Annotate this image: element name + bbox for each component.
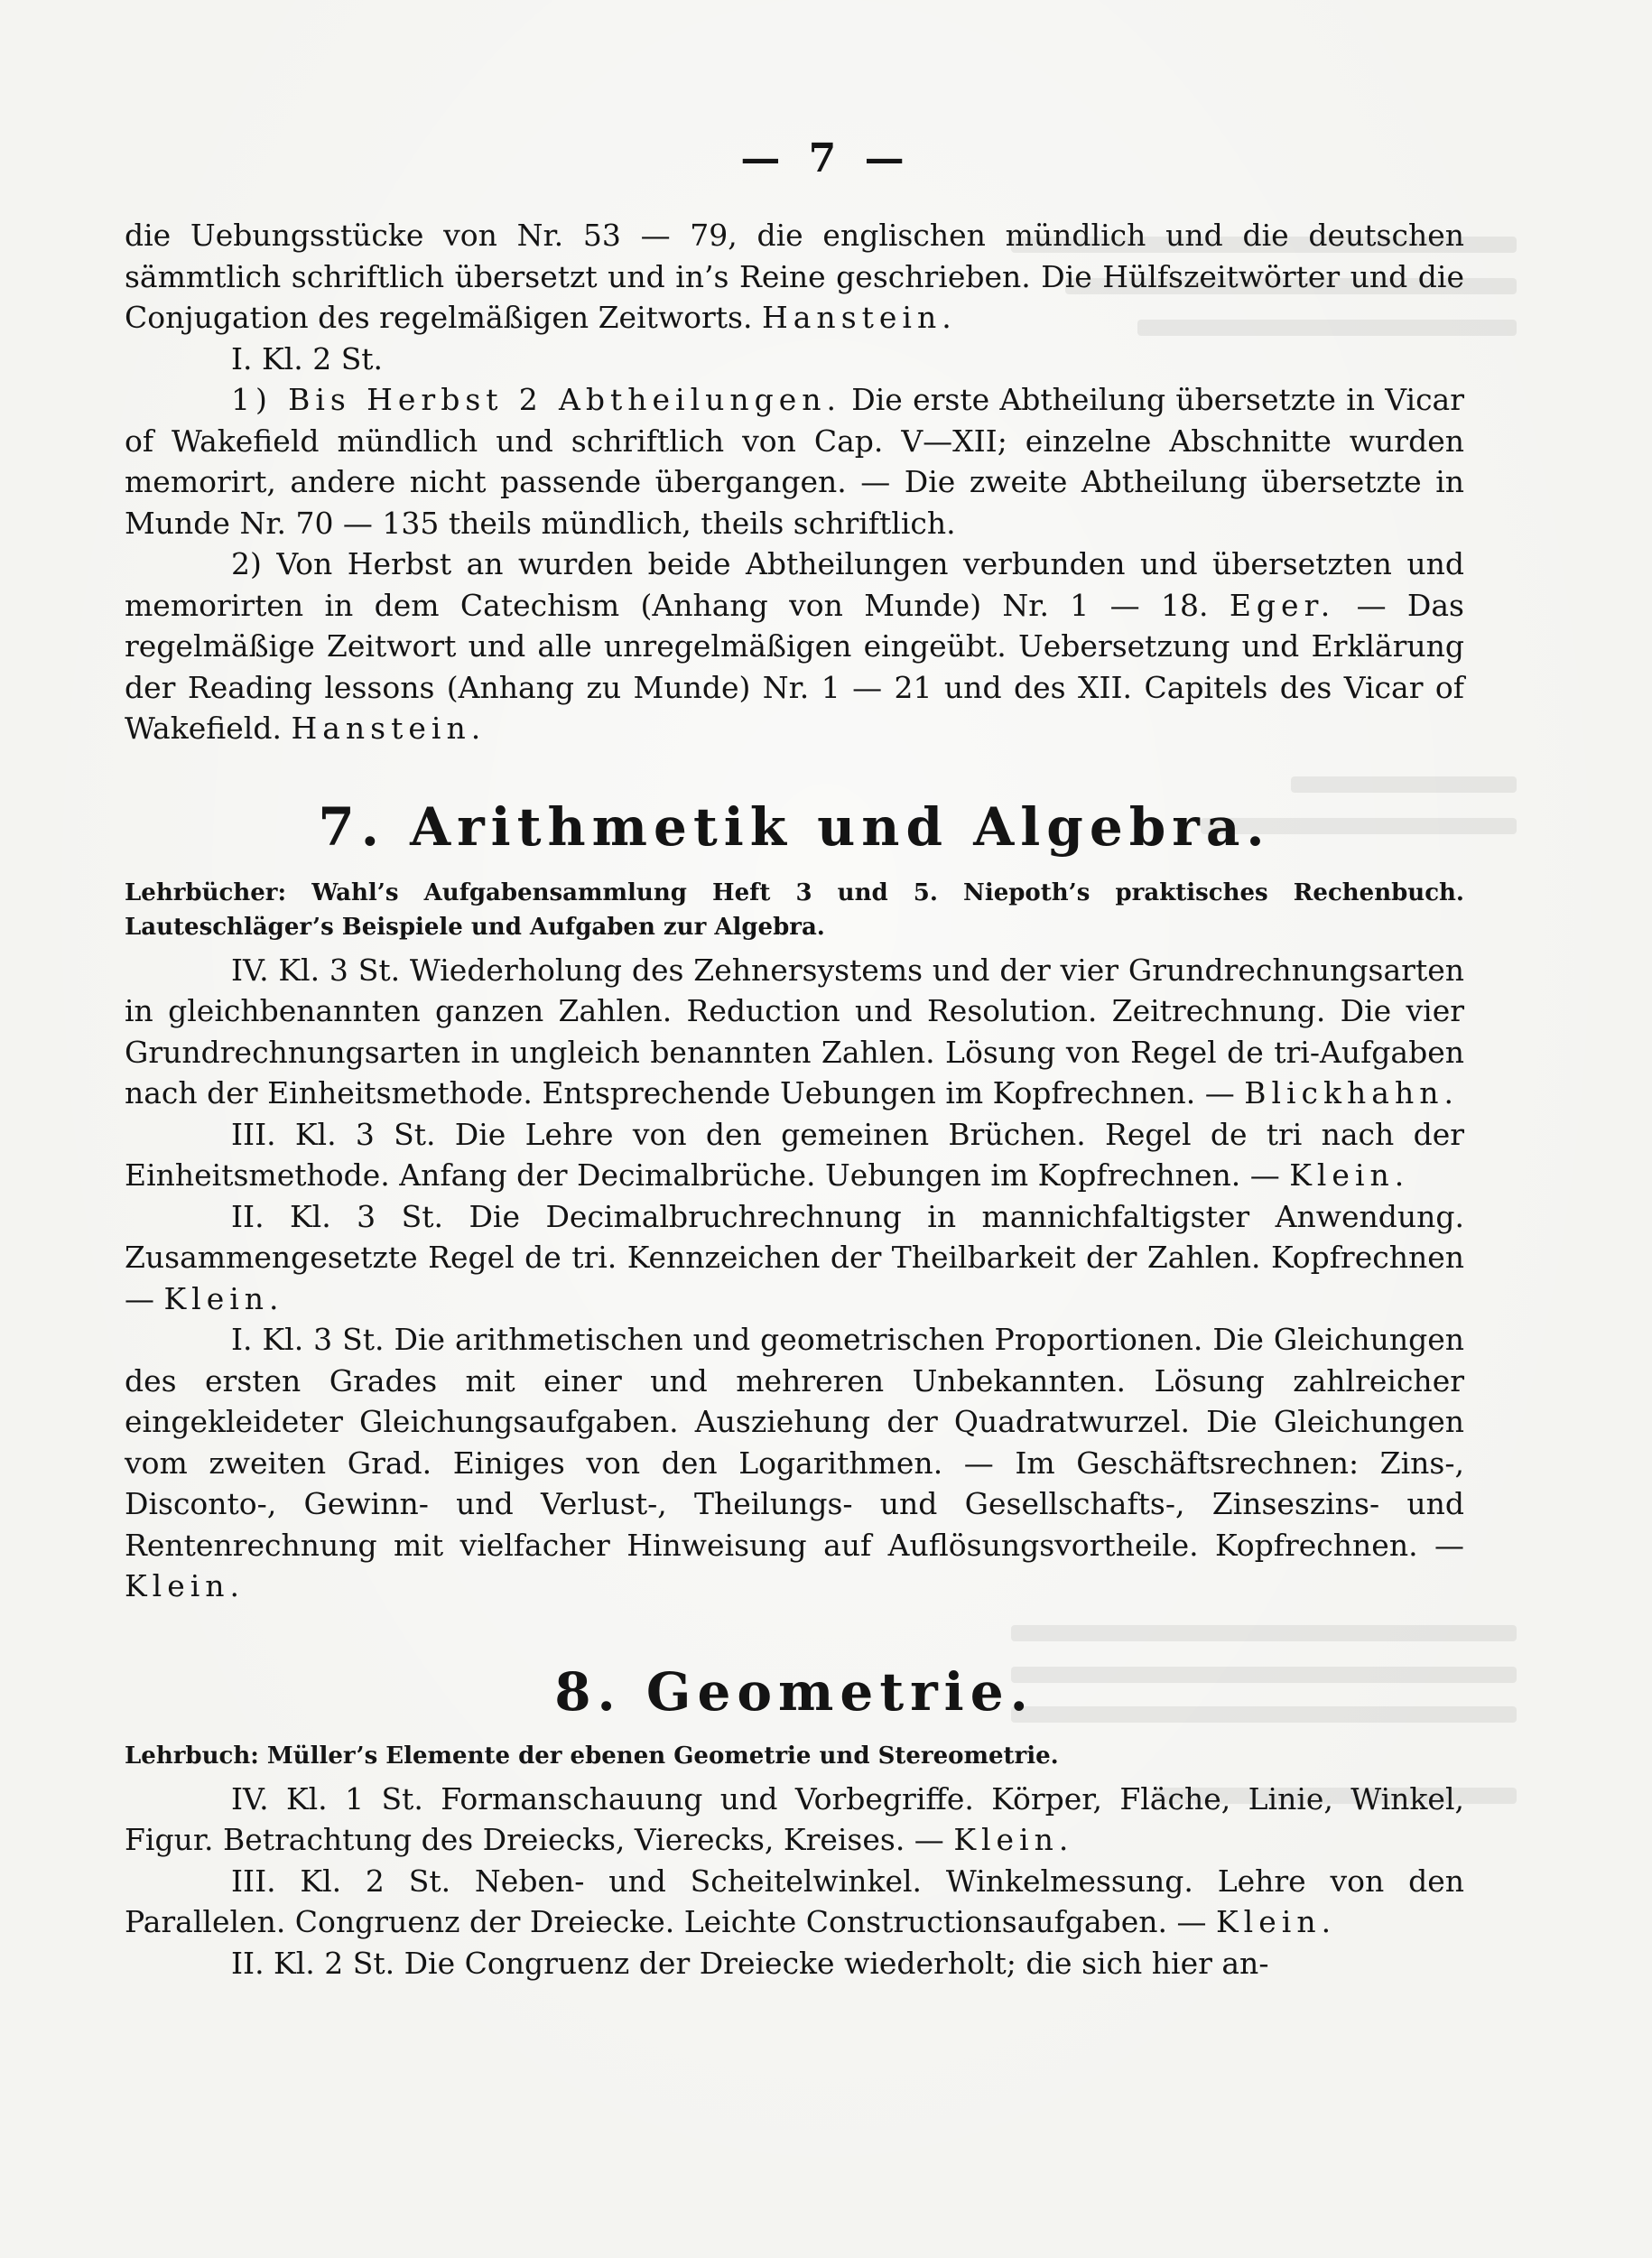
teacher-name: Hanstein. <box>761 300 957 335</box>
class-text: Die Lehre von den gemeinen Brüchen. Regel de tri nach der Einheitsmethode. Anfang der Decimalbrüche. Uebungen im Kopfrechnen. — <box>125 1116 1464 1193</box>
paragraph-1-text: Die erste Abtheilung übersetzte in Vicar of Wakefield mündlich und schriftlich von Cap. V—XII; einzelne Abschnitte wurden memorirt, andere nicht passende übergangen. — Die zweite Abtheilung übersetzte in Munde Nr. 70 — 135 theils mündlich, theils schriftlich. <box>125 382 1464 541</box>
class-text: Die Congruenz der Dreiecke wiederholt; die sich hier an- <box>404 1945 1269 1981</box>
class-text: Formanschauung und Vorbegriffe. Körper, Fläche, Linie, Winkel, Figur. Betrachtung des Dreiecks, Vierecks, Kreises. — <box>125 1780 1465 1857</box>
textbooks-line <box>125 876 1464 944</box>
class-text: Neben- und Scheitelwinkel. Winkelmessung. Lehre von den Parallelen. Congruenz der Dreiecke. Leichte Constructionsaufgaben. — <box>125 1863 1464 1939</box>
section-heading-geometrie: 8. Geometrie. <box>554 1660 1035 1723</box>
page-number: — 7 — <box>740 135 912 181</box>
class-text: Die Decimalbruchrechnung in mannichfaltigster Anwendung. Zusammengesetzte Regel de tri. Kennzeichen der Theilbarkeit der Zahlen. Kopfrechnen — <box>125 1198 1464 1316</box>
class-header: I. Kl. 2 St. <box>231 340 384 376</box>
geo-class-iii <box>125 1861 1464 1943</box>
teacher-name: Klein. <box>125 1568 246 1603</box>
paragraph-1 <box>125 379 1464 544</box>
teacher-name: Klein. <box>163 1280 284 1316</box>
paragraph-1-lead: 1) Bis Herbst 2 Abtheilungen. <box>231 382 842 417</box>
textbooks-text: Wahl’s Aufgabensammlung Heft 3 und 5. Niepoth’s praktisches Rechenbuch. Lauteschläger’s Beispiele und Aufgaben zur Algebra. <box>125 878 1464 941</box>
arith-class-i <box>125 1319 1464 1607</box>
teacher-name: Blickhahn. <box>1244 1075 1459 1110</box>
class-label: IV. Kl. 1 St. <box>231 1780 423 1817</box>
geo-class-ii <box>125 1943 1464 1984</box>
arith-class-ii <box>125 1196 1464 1320</box>
arith-class-iv <box>125 950 1464 1114</box>
textbook-line <box>125 1739 1464 1773</box>
class-label: II. Kl. 3 St. <box>231 1198 443 1234</box>
textbook-text: Müller’s Elemente der ebenen Geometrie und Stereometrie. <box>266 1742 1059 1770</box>
paragraph-2-text: 2) Von Herbst an wurden beide Abtheilungen verbunden und übersetzten und memorirten in dem Catechism (Anhang von Munde) Nr. 1 — 18. <box>125 546 1464 623</box>
class-label: I. Kl. 3 St. <box>231 1322 385 1357</box>
class-label: III. Kl. 3 St. <box>231 1116 436 1152</box>
teacher-name: Hanstein. <box>291 711 487 746</box>
class-text: Wiederholung des Zehnersystems und der vier Grundrechnungsarten in gleichbenannten ganzen Zahlen. Reduction und Resolution. Zeitrechnung. Die vier Grundrechnungsarten in ungleich benannten Zahlen. Lösung von Regel de tri-Aufgaben nach der Einheitsmethode. Entsprechende Uebungen im Kopfrechnen. — <box>125 952 1464 1110</box>
teacher-name: Klein. <box>1216 1904 1337 1939</box>
teacher-name: Klein. <box>1289 1157 1410 1193</box>
class-label: II. Kl. 2 St. <box>231 1945 395 1981</box>
intro-text: die Uebungsstücke von Nr. 53 — 79, die englischen mündlich und die deutschen sämmtlich schriftlich übersetzt und in’s Reine geschrieben. Die Hülfszeitwörter und die Conjugation des regelmäßigen Zeitworts. <box>125 218 1464 335</box>
arith-class-iii <box>125 1114 1464 1196</box>
paragraph-2-text-b: — Das regelmäßige Zeitwort und alle unregelmäßigen eingeübt. Uebersetzung und Erklärung der Reading lessons (Anhang zu Munde) Nr. 1 — 21 und des XII. Capitels des Vicar of Wakefield. <box>125 587 1464 746</box>
textbooks-label: Lehrbücher: <box>125 878 287 906</box>
intro-paragraph <box>125 215 1464 339</box>
class-text: Die arithmetischen und geometrischen Proportionen. Die Gleichungen des ersten Grades mit einer und mehreren Unbekannten. Lösung zahlreicher eingekleideter Gleichungsaufgaben. Ausziehung der Quadratwurzel. Die Gleichungen vom zweiten Grad. Einiges von den Logarithmen. — Im Geschäftsrechnen: Zins-, Disconto-, Gewinn- und Verlust-, Theilungs- und Gesellschafts-, Zinseszins- und Rentenrechnung mit vielfacher Hinweisung auf Auflösungsvortheile. Kopfrechnen. — <box>125 1322 1464 1563</box>
geo-class-iv <box>125 1779 1464 1861</box>
teacher-name: Eger. <box>1229 587 1336 623</box>
teacher-name: Klein. <box>953 1822 1074 1857</box>
section-heading-arithmetik: 7. Arithmetik und Algebra. <box>318 795 1271 858</box>
class-label: III. Kl. 2 St. <box>231 1863 451 1899</box>
page-body <box>125 215 1464 1984</box>
textbook-label: Lehrbuch: <box>125 1742 259 1770</box>
class-label: IV. Kl. 3 St. <box>231 952 401 988</box>
paragraph-2 <box>125 544 1464 749</box>
